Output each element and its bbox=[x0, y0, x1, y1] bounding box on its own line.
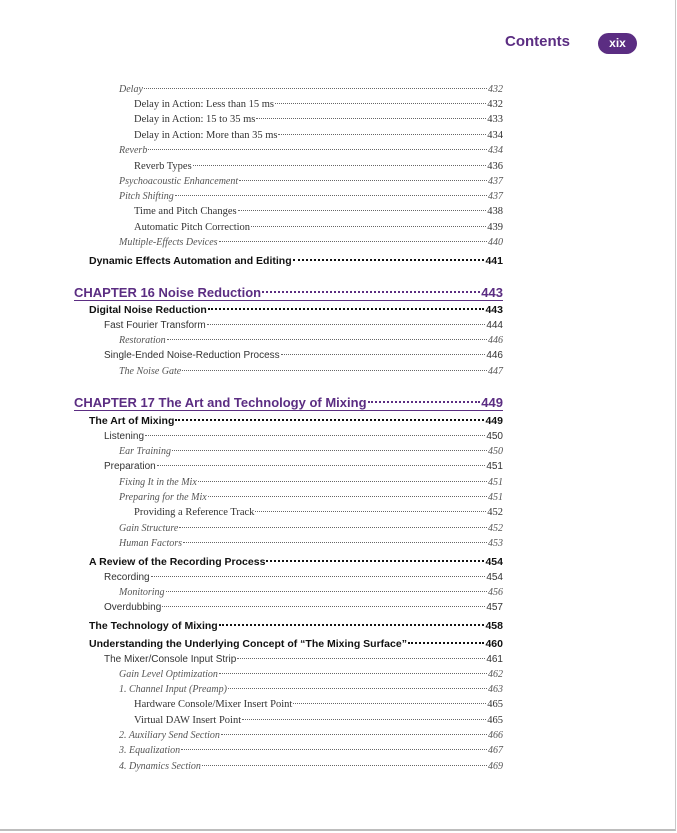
toc-entry bbox=[119, 669, 503, 680]
toc-entry-page-number: 443 bbox=[485, 304, 503, 316]
chapter-heading bbox=[74, 395, 503, 410]
toc-entry-page-number: 458 bbox=[485, 620, 503, 632]
dot-leader bbox=[167, 339, 487, 340]
dot-leader bbox=[255, 511, 486, 512]
toc-entry bbox=[119, 84, 503, 95]
dot-leader bbox=[207, 324, 486, 325]
toc-entry-page-number: 432 bbox=[488, 84, 503, 95]
toc-entry-label: Understanding the Underlying Concept of “The Mixing Surface” bbox=[89, 638, 407, 650]
toc-entry bbox=[119, 538, 503, 549]
toc-entry-label: Reverb bbox=[119, 145, 148, 156]
toc-entry bbox=[119, 477, 503, 488]
toc-entry bbox=[134, 699, 503, 710]
toc-entry bbox=[89, 638, 503, 650]
toc-entry bbox=[134, 114, 503, 125]
dot-leader bbox=[251, 226, 486, 227]
dot-leader bbox=[278, 134, 486, 135]
toc-entry-page-number: 439 bbox=[487, 222, 503, 233]
toc-entry bbox=[104, 602, 503, 613]
dot-leader bbox=[408, 642, 485, 644]
toc-entry-page-number: 456 bbox=[488, 587, 503, 598]
toc-entry bbox=[89, 556, 503, 568]
toc-entry-label: The Art of Mixing bbox=[89, 415, 175, 427]
toc-entry bbox=[134, 130, 503, 141]
dot-leader bbox=[239, 180, 487, 181]
toc-entry-page-number: 432 bbox=[487, 99, 503, 110]
toc-entry bbox=[119, 335, 503, 346]
toc-entry bbox=[134, 222, 503, 233]
dot-leader bbox=[181, 749, 487, 750]
toc-entry bbox=[119, 523, 503, 534]
toc-entry bbox=[104, 320, 503, 331]
dot-leader bbox=[166, 591, 487, 592]
toc-entry-label: Time and Pitch Changes bbox=[134, 206, 237, 217]
toc-entry-label: Overdubbing bbox=[104, 602, 162, 613]
dot-leader bbox=[208, 496, 487, 497]
toc-entry-page-number: 446 bbox=[486, 350, 503, 361]
dot-leader bbox=[266, 560, 484, 562]
toc-entry-page-number: 453 bbox=[488, 538, 503, 549]
toc-entry-page-number: 467 bbox=[488, 745, 503, 756]
toc-entry-page-number: 433 bbox=[487, 114, 503, 125]
toc-entry-page-number: 454 bbox=[486, 572, 503, 583]
dot-leader bbox=[237, 658, 485, 659]
toc-entry-label: Digital Noise Reduction bbox=[89, 304, 207, 316]
dot-leader bbox=[219, 241, 487, 242]
toc-entry-page-number: 462 bbox=[488, 669, 503, 680]
chapter-heading bbox=[74, 285, 503, 300]
toc-entry-label: 4. Dynamics Section bbox=[119, 761, 201, 772]
toc-entry-label: The Noise Gate bbox=[119, 366, 182, 377]
toc-entry-label: A Review of the Recording Process bbox=[89, 556, 266, 568]
toc-entry-label: Delay in Action: More than 35 ms bbox=[134, 130, 278, 141]
toc-entry-label: Providing a Reference Track bbox=[134, 507, 255, 518]
toc-entry-page-number: 441 bbox=[485, 255, 503, 267]
toc-entry bbox=[119, 587, 503, 598]
toc-entry bbox=[119, 730, 503, 741]
dot-leader bbox=[151, 576, 486, 577]
toc-entry-label: The Mixer/Console Input Strip bbox=[104, 654, 237, 665]
toc-entry-label: Virtual DAW Insert Point bbox=[134, 715, 242, 726]
toc-entry bbox=[119, 745, 503, 756]
dot-leader bbox=[182, 370, 487, 371]
dot-leader bbox=[157, 465, 486, 466]
dot-leader bbox=[293, 703, 486, 704]
dot-leader bbox=[175, 195, 487, 196]
dot-leader bbox=[228, 688, 487, 689]
dot-leader bbox=[193, 165, 487, 166]
toc-entry-page-number: 438 bbox=[487, 206, 503, 217]
toc-entry-page-number: 465 bbox=[487, 699, 503, 710]
toc-entry-label: Psychoacoustic Enhancement bbox=[119, 176, 239, 187]
toc-entry-page-number: 434 bbox=[487, 130, 503, 141]
dot-leader bbox=[242, 719, 486, 720]
dot-leader bbox=[256, 118, 486, 119]
dot-leader bbox=[148, 149, 487, 150]
toc-entry bbox=[119, 176, 503, 187]
toc-entry bbox=[134, 99, 503, 110]
toc-entry-label: Delay in Action: Less than 15 ms bbox=[134, 99, 274, 110]
toc-entry-label: Multiple-Effects Devices bbox=[119, 237, 218, 248]
dot-leader bbox=[219, 624, 485, 626]
toc-entry-page-number: 437 bbox=[488, 191, 503, 202]
toc-entry-label: Recording bbox=[104, 572, 150, 583]
toc-entry-page-number: 436 bbox=[487, 161, 503, 172]
toc-entry-label: Preparing for the Mix bbox=[119, 492, 207, 503]
toc-entry-page-number: 451 bbox=[486, 461, 503, 472]
chapter-16-underline bbox=[74, 300, 503, 301]
toc-entry-page-number: 450 bbox=[488, 446, 503, 457]
dot-leader bbox=[172, 450, 487, 451]
toc-entry-label: Preparation bbox=[104, 461, 156, 472]
toc-entry bbox=[104, 461, 503, 472]
toc-entry-page-number: 446 bbox=[488, 335, 503, 346]
dot-leader bbox=[262, 291, 480, 293]
chapter-17-underline bbox=[74, 410, 503, 411]
toc-entry-label: Gain Level Optimization bbox=[119, 669, 218, 680]
dot-leader bbox=[238, 210, 487, 211]
toc-entry-label: Delay in Action: 15 to 35 ms bbox=[134, 114, 256, 125]
toc-entry-label: Listening bbox=[104, 431, 145, 442]
toc-entry-label: Gain Structure bbox=[119, 523, 179, 534]
toc-entry bbox=[119, 492, 503, 503]
toc-entry-page-number: 461 bbox=[486, 654, 503, 665]
toc-entry-page-number: 457 bbox=[486, 602, 503, 613]
dot-leader bbox=[145, 435, 485, 436]
toc-entry bbox=[119, 684, 503, 695]
toc-entry-page-number: 452 bbox=[488, 523, 503, 534]
toc-entry-page-number: 465 bbox=[487, 715, 503, 726]
toc-entry-page-number: 449 bbox=[481, 395, 503, 410]
toc-entry bbox=[134, 206, 503, 217]
toc-entry-page-number: 463 bbox=[488, 684, 503, 695]
toc-entry-page-number: 437 bbox=[488, 176, 503, 187]
toc-entry-page-number: 447 bbox=[488, 366, 503, 377]
toc-entry-page-number: 434 bbox=[488, 145, 503, 156]
toc-entry bbox=[119, 366, 503, 377]
toc-entry bbox=[104, 572, 503, 583]
page-number-badge: xix bbox=[598, 33, 637, 54]
toc-entry-page-number: 460 bbox=[485, 638, 503, 650]
toc-entry bbox=[119, 446, 503, 457]
dot-leader bbox=[281, 354, 486, 355]
dot-leader bbox=[179, 527, 487, 528]
toc-entry bbox=[134, 715, 503, 726]
dot-leader bbox=[219, 673, 487, 674]
toc-entry bbox=[104, 350, 503, 361]
toc-entry-label: Delay bbox=[119, 84, 143, 95]
toc-entry-page-number: 452 bbox=[487, 507, 503, 518]
dot-leader bbox=[175, 419, 484, 421]
dot-leader bbox=[183, 542, 487, 543]
toc-entry-label: CHAPTER 16 Noise Reduction bbox=[74, 285, 262, 300]
toc-entry-page-number: 451 bbox=[488, 477, 503, 488]
toc-entry-page-number: 466 bbox=[488, 730, 503, 741]
dot-leader bbox=[368, 401, 481, 403]
toc-entry-label: Restoration bbox=[119, 335, 166, 346]
toc-entry-label: Dynamic Effects Automation and Editing bbox=[89, 255, 292, 267]
toc-entry bbox=[134, 507, 503, 518]
toc-entry bbox=[104, 431, 503, 442]
toc-entry bbox=[134, 161, 503, 172]
dot-leader bbox=[208, 308, 485, 310]
dot-leader bbox=[144, 88, 487, 89]
toc-entry bbox=[119, 145, 503, 156]
toc-entry bbox=[89, 304, 503, 316]
toc-entry-label: Automatic Pitch Correction bbox=[134, 222, 251, 233]
toc-entry-label: Pitch Shifting bbox=[119, 191, 174, 202]
toc-entry-label: 3. Equalization bbox=[119, 745, 181, 756]
dot-leader bbox=[275, 103, 486, 104]
toc-entry-page-number: 440 bbox=[488, 237, 503, 248]
toc-entry-label: 2. Auxiliary Send Section bbox=[119, 730, 220, 741]
dot-leader bbox=[162, 606, 485, 607]
toc-entry-page-number: 454 bbox=[485, 556, 503, 568]
toc-entry bbox=[119, 191, 503, 202]
toc-entry-label: The Technology of Mixing bbox=[89, 620, 218, 632]
toc-entry-page-number: 469 bbox=[488, 761, 503, 772]
toc-entry-label: Monitoring bbox=[119, 587, 165, 598]
dot-leader bbox=[202, 765, 487, 766]
toc-entry-label: Fixing It in the Mix bbox=[119, 477, 197, 488]
toc-entry-label: Hardware Console/Mixer Insert Point bbox=[134, 699, 293, 710]
dot-leader bbox=[293, 259, 485, 261]
toc-entry bbox=[104, 654, 503, 665]
running-header-title: Contents bbox=[505, 33, 570, 50]
toc-entry bbox=[119, 761, 503, 772]
toc-entry-label: Ear Training bbox=[119, 446, 171, 457]
toc-entry-page-number: 449 bbox=[485, 415, 503, 427]
toc-entry bbox=[89, 620, 503, 632]
toc-entry-label: Single-Ended Noise-Reduction Process bbox=[104, 350, 280, 361]
toc-entry-page-number: 451 bbox=[488, 492, 503, 503]
toc-entry-label: 1. Channel Input (Preamp) bbox=[119, 684, 227, 695]
toc-entry bbox=[89, 255, 503, 267]
dot-leader bbox=[221, 734, 487, 735]
toc-entry-page-number: 444 bbox=[486, 320, 503, 331]
toc-entry-page-number: 450 bbox=[486, 431, 503, 442]
toc-entry-page-number: 443 bbox=[481, 285, 503, 300]
toc-entry-label: Human Factors bbox=[119, 538, 183, 549]
toc-entry-label: Reverb Types bbox=[134, 161, 192, 172]
dot-leader bbox=[198, 481, 487, 482]
toc-entry-label: Fast Fourier Transform bbox=[104, 320, 206, 331]
toc-entry bbox=[119, 237, 503, 248]
toc-entry-label: CHAPTER 17 The Art and Technology of Mixing bbox=[74, 395, 367, 410]
toc-entry bbox=[89, 415, 503, 427]
